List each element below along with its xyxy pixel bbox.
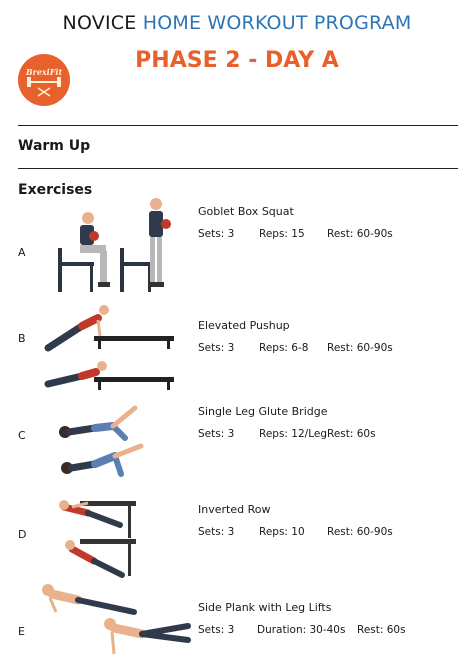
exercise-letter: B <box>18 332 26 345</box>
side-plank-illustration <box>38 578 196 666</box>
exercises-heading: Exercises <box>18 182 93 198</box>
exercise-letter: A <box>18 246 26 259</box>
exercise-sets: Sets: 3 <box>198 342 235 354</box>
program-title <box>0 12 474 34</box>
exercise-name: Single Leg Glute Bridge <box>198 405 328 418</box>
exercise-sets: Sets: 3 <box>198 228 235 240</box>
exercise-reps: Reps: 6-8 <box>259 342 309 354</box>
divider-mid <box>18 168 458 169</box>
dumbbell-icon <box>18 54 70 106</box>
goblet-box-squat-illustration <box>50 196 180 294</box>
single-leg-glute-bridge-illustration <box>55 402 150 482</box>
exercise-rest: Rest: 60s <box>357 624 406 636</box>
exercise-rest: Rest: 60-90s <box>327 526 393 538</box>
exercise-name: Side Plank with Leg Lifts <box>198 601 332 614</box>
exercise-rest: Rest: 60-90s <box>327 228 393 240</box>
elevated-pushup-illustration <box>42 300 177 392</box>
exercise-name: Goblet Box Squat <box>198 205 294 218</box>
program-title-part2: HOME WORKOUT PROGRAM <box>142 12 412 34</box>
exercise-sets: Sets: 3 <box>198 624 235 636</box>
divider-top <box>18 125 458 126</box>
exercise-reps: Reps: 12/Leg <box>259 428 327 440</box>
inverted-row-illustration <box>58 495 138 583</box>
phase-title: PHASE 2 - DAY A <box>135 48 339 73</box>
exercise-reps: Reps: 15 <box>259 228 305 240</box>
exercise-letter: C <box>18 429 26 442</box>
warmup-heading: Warm Up <box>18 138 91 154</box>
exercise-rest: Rest: 60s <box>327 428 376 440</box>
exercise-sets: Sets: 3 <box>198 526 235 538</box>
exercise-letter: E <box>18 625 25 638</box>
exercise-name: Inverted Row <box>198 503 271 516</box>
exercise-rest: Rest: 60-90s <box>327 342 393 354</box>
exercise-duration: Duration: 30-40s <box>257 624 346 636</box>
exercise-letter: D <box>18 528 27 541</box>
program-title-part1: NOVICE <box>62 12 137 34</box>
brand-logo-text: BrexiFit <box>25 67 63 77</box>
exercise-name: Elevated Pushup <box>198 319 290 332</box>
exercise-reps: Reps: 10 <box>259 526 305 538</box>
brand-logo <box>18 54 70 106</box>
exercise-sets: Sets: 3 <box>198 428 235 440</box>
